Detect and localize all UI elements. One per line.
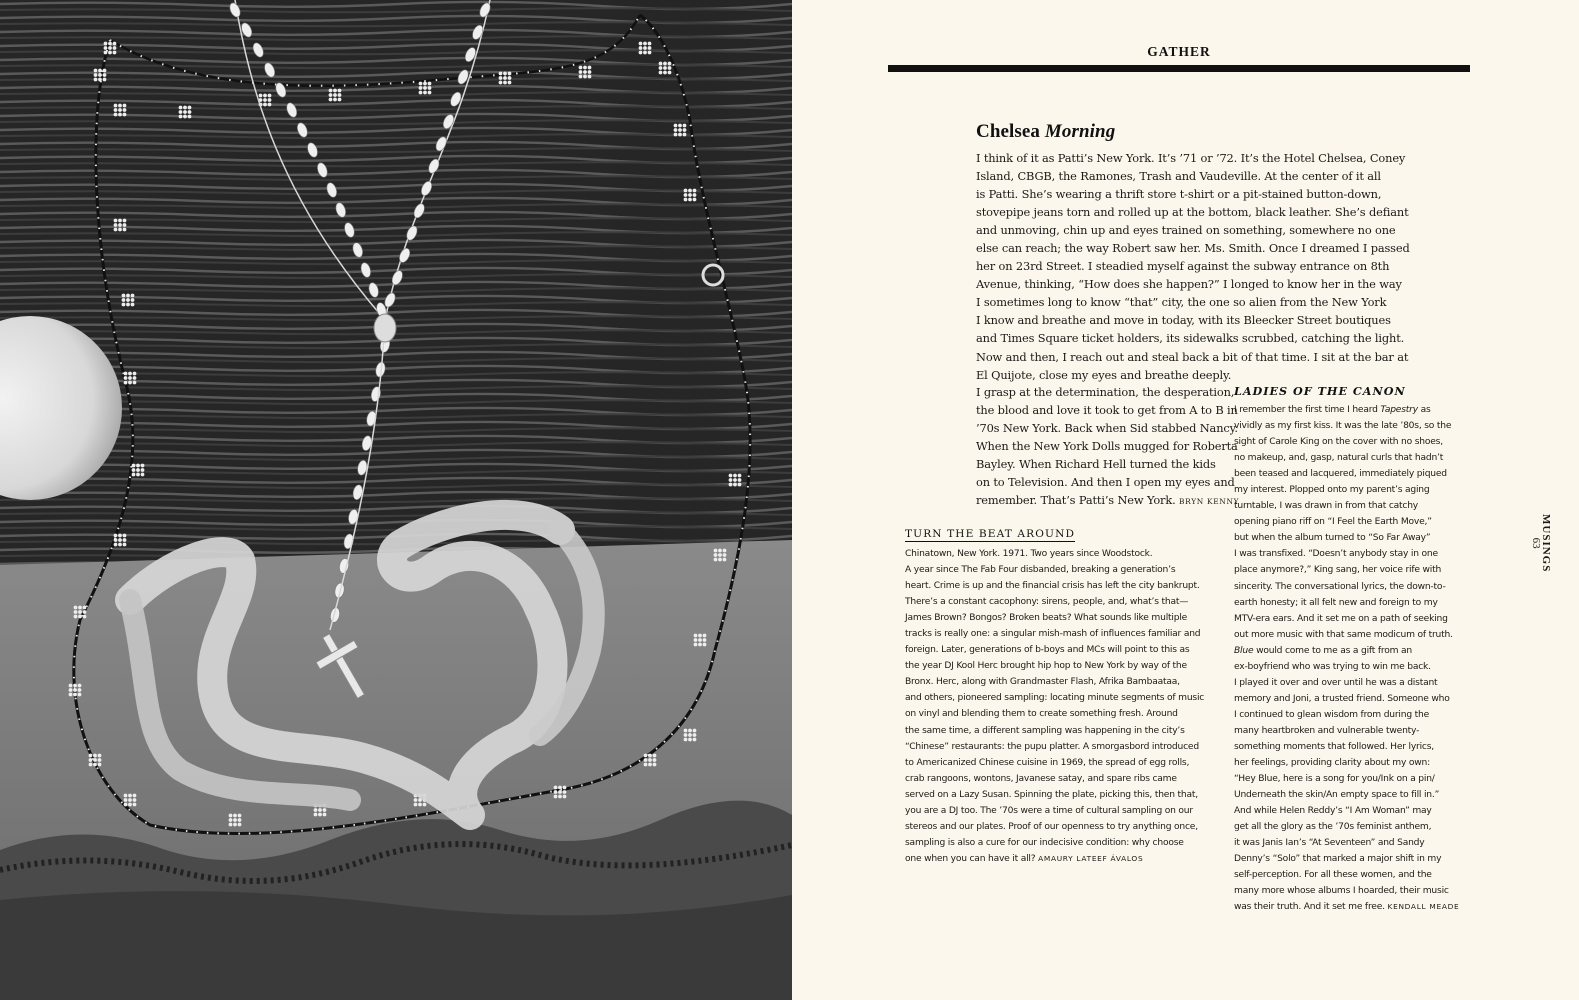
beat-line: tracks is really one: a singular mish-mash of influences familiar and [905, 629, 1201, 640]
ladies-line: get all the glory as the ’70s feminist anthem, [1234, 822, 1432, 833]
ladies-line: Underneath the skin/An empty space to fill in.” [1234, 790, 1440, 801]
chelsea-line: the blood and love it took to get from A to B in [976, 403, 1238, 418]
ladies-line: place anymore?,” King sang, her voice rife with [1234, 565, 1442, 576]
ladies-line: memory and Joni, a trusted friend. Someone who [1234, 693, 1450, 704]
beat-line: Chinatown, New York. 1971. Two years since Woodstock. [905, 549, 1153, 559]
byline-ladies: KENDALL MEADE [1387, 902, 1460, 912]
chelsea-last-line: remember. That’s Patti’s New York. BRYN KENNY [976, 493, 1240, 508]
chelsea-line: Avenue, thinking, “How does she happen?” I longed to know her in the way [976, 277, 1402, 292]
article-page [792, 0, 1579, 1000]
section-rule [888, 65, 1470, 72]
chelsea-line: I sometimes long to know “that” city, the one so alien from the New York [976, 295, 1387, 310]
ladies-line: it was Janis Ian’s “At Seventeen” and Sandy [1234, 838, 1425, 849]
beat-line: sampling is also a cure for our indecisive condition: why choose [905, 837, 1184, 848]
chelsea-line: else can reach; the way Robert saw her. Ms. Smith. Once I dreamed I passed [976, 241, 1410, 256]
ladies-line: vividly as my first kiss. It was the late ’80s, so the [1234, 421, 1452, 432]
beat-line: stereos and our plates. Proof of our openness to try anything once, [905, 821, 1198, 832]
chelsea-line: Now and then, I reach out and steal back a bit of that time. I sit at the bar at [976, 349, 1409, 364]
chelsea-line: When the New York Dolls mugged for Roberta [976, 439, 1238, 454]
beat-line: heart. Crime is up and the financial crisis has left the city bankrupt. [905, 581, 1200, 592]
beat-line: James Brown? Bongos? Broken beats? What sounds like multiple [905, 613, 1188, 624]
ladies-line: many heartbroken and vulnerable twenty- [1234, 725, 1420, 736]
ladies-line: sight of Carole King on the cover with no shoes, [1234, 437, 1443, 448]
title-script: Morning [1044, 121, 1116, 142]
ladies-line: sincerity. The conversational lyrics, the down-to- [1234, 581, 1446, 592]
chelsea-line: I grasp at the determination, the desperation, [976, 385, 1235, 399]
ladies-line: And while Helen Reddy’s “I Am Woman” may [1234, 806, 1432, 817]
chelsea-line: El Quijote, close my eyes and breathe deeply. [976, 367, 1232, 382]
ladies-line: self-perception. For all these women, and the [1234, 870, 1432, 881]
chelsea-line: I know and breathe and move in today, with its Bleecker Street boutiques [976, 313, 1391, 328]
ladies-line: Denny’s “Solo” that marked a major shift in my [1234, 854, 1442, 865]
chelsea-line: on to Television. And then I open my eyes and [976, 475, 1235, 490]
ladies-line: “Hey Blue, here is a song for you/Ink on a pin/ [1234, 774, 1435, 785]
ladies-blue-line: Blue would come to me as a gift from an [1234, 645, 1412, 656]
beat-line: the year DJ Kool Herc brought hip hop to New York by way of the [905, 661, 1187, 672]
chelsea-line: her on 23rd Street. I steadied myself against the subway entrance on 8th [976, 259, 1390, 274]
ladies-line: I played it over and over until he was a distant [1234, 677, 1438, 688]
ladies-line: her feelings, providing clarity about my own: [1234, 758, 1430, 769]
ladies-line: opening piano riff on “I Feel the Earth Move,” [1234, 517, 1432, 528]
chelsea-line: Bayley. When Richard Hell turned the kids [976, 457, 1216, 472]
beat-line: you are a DJ too. The ’70s were a time of cultural sampling on our [905, 805, 1193, 816]
chelsea-line: ’70s New York. Back when Sid stabbed Nancy. [976, 421, 1238, 436]
ladies-line: something moments that followed. Her lyrics, [1234, 741, 1434, 752]
heading-ladies-of-the-canon: LADIES OF THE CANON [1234, 384, 1406, 398]
chelsea-line: Island, CBGB, the Ramones, Trash and Vaudeville. At the center of it all [976, 169, 1381, 184]
chelsea-line: I think of it as Patti’s New York. It’s ’71 or ’72. It’s the Hotel Chelsea, Coney [976, 151, 1406, 165]
beat-line: There’s a constant cacophony: sirens, people, and, what’s that— [905, 597, 1189, 608]
ladies-last-line: was their truth. And it set me free. KENDALL MEADE [1234, 902, 1460, 913]
ladies-line: I continued to glean wisdom from during the [1234, 709, 1430, 720]
chelsea-line: stovepipe jeans torn and rolled up at the bottom, black leather. She’s defiant [976, 205, 1409, 220]
beat-line: A year since The Fab Four disbanded, breaking a generation’s [905, 565, 1176, 576]
side-tab-label: MUSINGS [1540, 514, 1552, 573]
chelsea-line: is Patti. She’s wearing a thrift store t-shirt or a pit-stained button-down, [976, 187, 1382, 202]
ladies-line: I was transfixed. “Doesn’t anybody stay in one [1234, 549, 1438, 560]
byline-chelsea: BRYN KENNY [1179, 497, 1240, 507]
beat-line: “Chinese” restaurants: the pupu platter. A smorgasbord introduced [905, 741, 1199, 752]
ladies-line: many more whose albums I hoarded, their music [1234, 886, 1449, 897]
ladies-first-line: I remember the first time I heard Tapestry as [1234, 405, 1431, 415]
beat-line: served on a Lazy Susan. Spinning the plate, picking this, then that, [905, 789, 1198, 800]
ladies-line: earth honesty; it all felt new and foreign to my [1234, 597, 1438, 608]
ladies-line: out more music with that same modicum of truth. [1234, 629, 1453, 640]
ladies-line: but when the album turned to “So Far Away” [1234, 533, 1431, 544]
beat-line: foreign. Later, generations of b-boys and MCs will point to this as [905, 645, 1190, 656]
ladies-line: been teased and lacquered, immediately piqued [1234, 469, 1447, 480]
section-label: GATHER [1147, 44, 1211, 59]
ladies-line: ex-boyfriend who was trying to win me back. [1234, 661, 1431, 672]
page-number: 63 [1530, 537, 1542, 549]
beat-line: the same time, a different sampling was happening in the city’s [905, 725, 1185, 736]
byline-beat: AMAURY LATEEF ÁVALOS [1038, 853, 1144, 863]
beat-line: on vinyl and blending them to create something fresh. Around [905, 709, 1178, 720]
beat-line: crab rangoons, wontons, Javanese satay, and spare ribs came [905, 773, 1177, 784]
ladies-line: my interest. Plopped onto my parent’s aging [1234, 485, 1430, 496]
beat-line: to Americanized Chinese cuisine in 1969, the spread of egg rolls, [905, 757, 1190, 768]
beat-last-line: one when you can have it all? AMAURY LATEEF ÁVALOS [905, 853, 1144, 864]
chelsea-line: and unmoving, chin up and eyes trained on something, somewhere no one [976, 223, 1396, 238]
article-title-chelsea [976, 121, 1115, 143]
ladies-body [1234, 402, 1470, 916]
ladies-line: MTV-era ears. And it set me on a path of seeking [1234, 613, 1448, 624]
ladies-line: no makeup, and, gasp, natural curls that hadn’t [1234, 453, 1444, 464]
side-tab [1530, 514, 1556, 576]
beat-body [905, 546, 1215, 867]
chelsea-body-part1 [976, 149, 1410, 384]
heading-turn-the-beat-around: TURN THE BEAT AROUND [905, 528, 1076, 540]
title-plain: Chelsea [976, 121, 1045, 142]
beat-line: Bronx. Herc, along with Grandmaster Flash, Afrika Bambaataa, [905, 677, 1180, 688]
ladies-line: turntable, I was drawn in from that catchy [1234, 501, 1419, 512]
chelsea-body-part2 [976, 383, 1240, 511]
beat-line: and others, pioneered sampling: locating minute segments of music [905, 693, 1205, 704]
chelsea-line: and Times Square ticket holders, its sidewalks scrubbed, catching the light. [976, 331, 1405, 346]
